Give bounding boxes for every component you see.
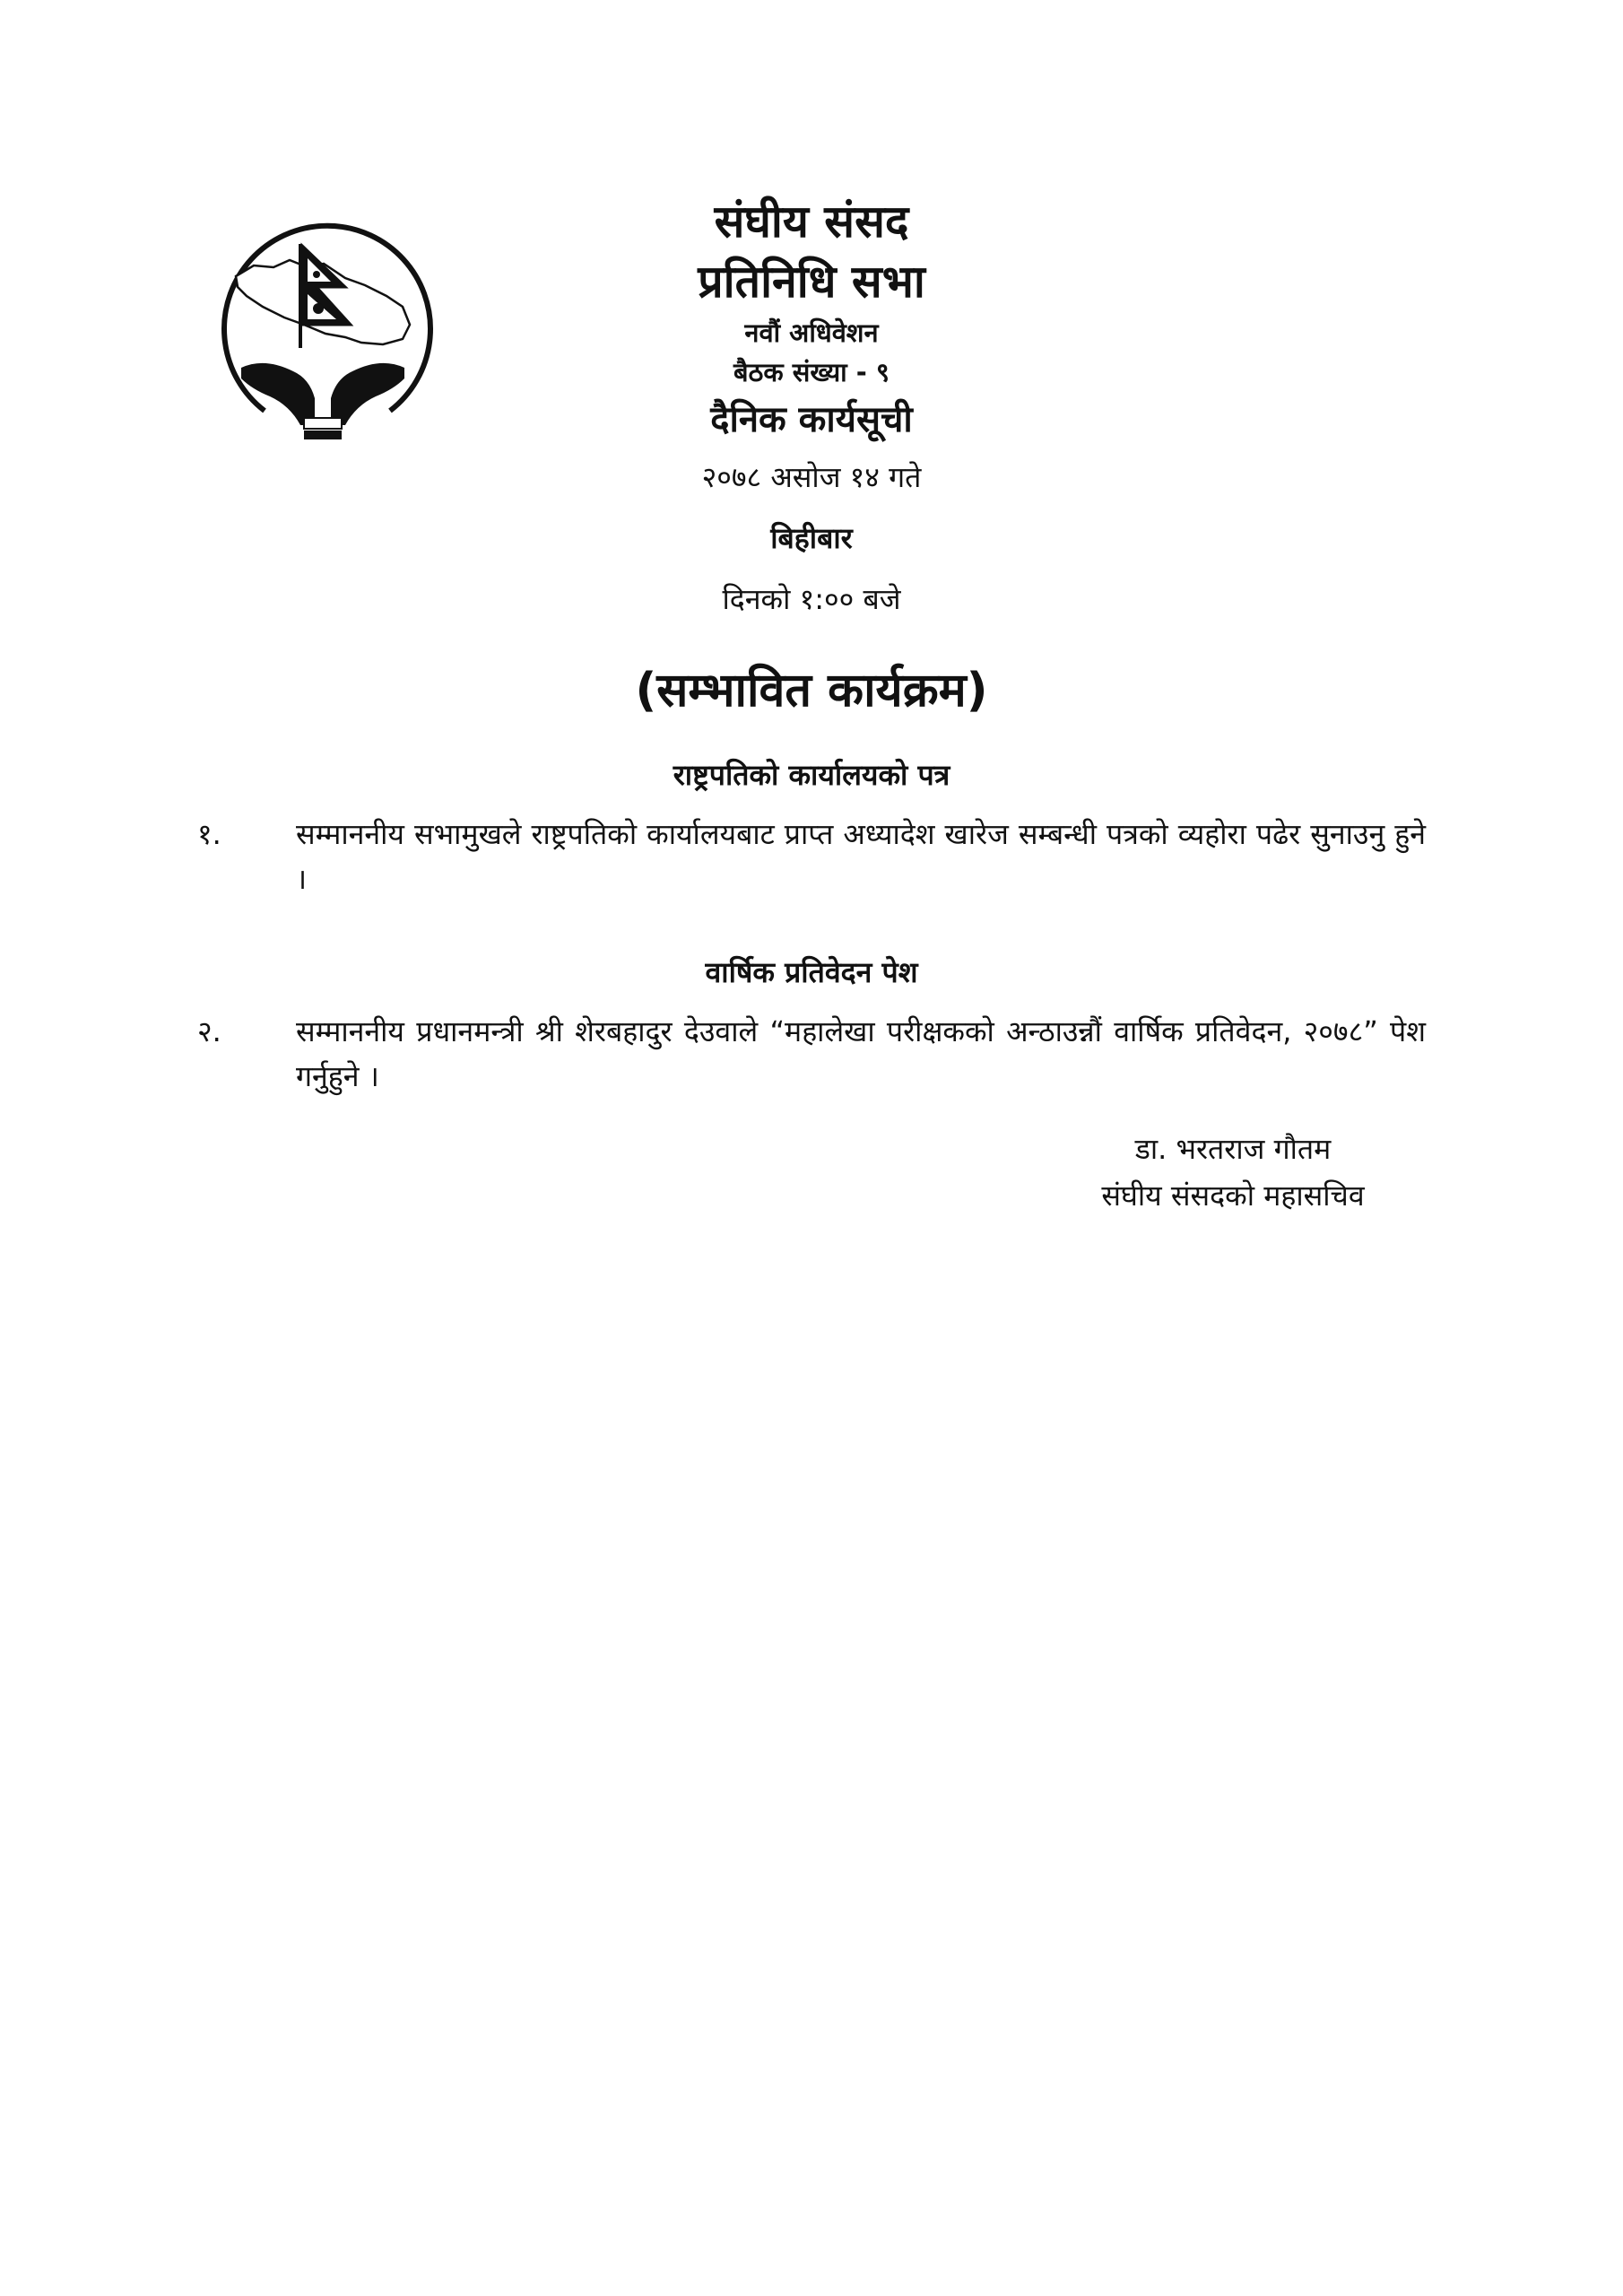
item-number: १. [197, 817, 221, 851]
house-name: प्रतिनिधि सभा [698, 256, 925, 308]
program-title: (सम्भावित कार्यक्रम) [635, 664, 988, 718]
signature-block [1054, 1126, 1412, 1219]
section-heading: राष्ट्रपतिको कार्यालयको पत्र [673, 758, 950, 792]
parliament-emblem [211, 213, 435, 474]
hands-icon [241, 363, 404, 439]
item-text: सम्माननीय सभामुखले राष्ट्रपतिको कार्यालयबाट प्राप्त अध्यादेश खारेज सम्बन्धी पत्रको व्यहोरा पढेर सुनाउनु हुने । [296, 817, 1426, 896]
session-label: नवौं अधिवेशन [744, 317, 879, 348]
agenda-day: बिहीबार [770, 521, 853, 555]
item-number: २. [197, 1014, 221, 1048]
item-text: सम्माननीय प्रधानमन्त्री श्री शेरबहादुर देउवाले “महालेखा परीक्षकको अन्ठाउन्नौं वार्षिक प्रतिवेदन, २०७८” पेश गर्नुहुने । [296, 1014, 1426, 1093]
sitting-number: बैठक संख्या - ९ [733, 357, 890, 387]
agenda-header [542, 193, 1081, 629]
agenda-date: २०७८ असोज १४ गते [701, 460, 922, 494]
agenda-time: दिनको १:०० बजे [722, 582, 901, 616]
agenda-title: दैनिक कार्यसूची [710, 399, 913, 440]
section-heading: वार्षिक प्रतिवेदन पेश [705, 955, 918, 989]
organization-name: संघीय संसद [714, 196, 909, 248]
signatory-name: डा. भरतराज गौतम [1134, 1132, 1332, 1166]
signatory-designation: संघीय संसदको महासचिव [1101, 1178, 1365, 1213]
